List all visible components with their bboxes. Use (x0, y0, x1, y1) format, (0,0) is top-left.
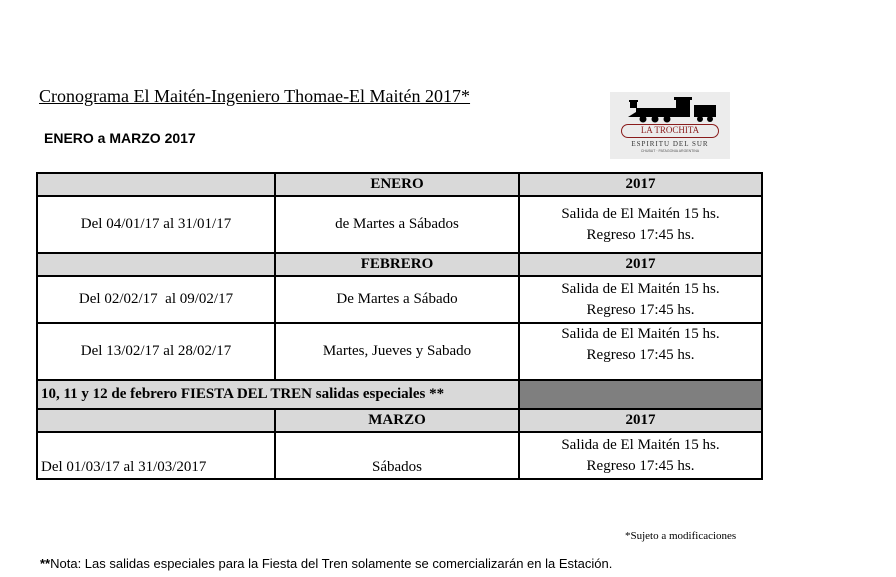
month-year: 2017 (519, 173, 762, 196)
month-name: MARZO (275, 409, 519, 432)
times (519, 432, 762, 479)
disclaimer: *Sujeto a modificaciones (625, 530, 737, 542)
return-time: Regreso 17:45 hs. (586, 347, 695, 363)
date-range: Del 02/02/17 al 09/02/17 (37, 276, 275, 323)
note-shade-cell (519, 380, 762, 409)
header-spacer (37, 409, 275, 432)
date-range: Del 01/03/17 al 31/03/2017 (37, 432, 275, 479)
special-note-row (37, 380, 762, 409)
table-row (37, 196, 762, 253)
month-name: FEBRERO (275, 253, 519, 276)
month-header-febrero (37, 253, 762, 276)
departure-time: Salida de El Maitén 15 hs. (561, 436, 720, 453)
return-time: Regreso 17:45 hs. (586, 301, 695, 318)
month-header-enero (37, 173, 762, 196)
logo-name: LA TROCHITA (621, 124, 719, 138)
date-range: Del 04/01/17 al 31/01/17 (37, 196, 275, 253)
days: De Martes a Sábado (275, 276, 519, 323)
month-header-marzo (37, 409, 762, 432)
departure-time: Salida de El Maitén 15 hs. (561, 205, 720, 222)
times (519, 323, 762, 380)
logo-tagline: ESPIRITU DEL SUR (631, 140, 709, 148)
document-title: Cronograma El Maitén-Ingeniero Thomae-El Maitén 2017* (39, 86, 471, 106)
la-trochita-logo (610, 92, 730, 159)
logo-subline: CHUBUT · PATAGONIA ARGENTINA (640, 149, 700, 153)
footnote-text: Nota: Las salidas especiales para la Fiesta del Tren solamente se comercializarán en la Estación. (50, 556, 613, 571)
days: Martes, Jueves y Sabado (275, 323, 519, 380)
days: Sábados (275, 432, 519, 479)
table-row (37, 432, 762, 479)
date-range: Del 13/02/17 al 28/02/17 (37, 323, 275, 380)
header-spacer (37, 173, 275, 196)
footnote (40, 556, 612, 571)
special-note: 10, 11 y 12 de febrero FIESTA DEL TREN salidas especiales ** (37, 380, 519, 409)
table-row (37, 323, 762, 380)
header-spacer (37, 253, 275, 276)
return-time: Regreso 17:45 hs. (586, 457, 695, 474)
document-subtitle: ENERO a MARZO 2017 (44, 130, 196, 146)
month-name: ENERO (275, 173, 519, 196)
return-time: Regreso 17:45 hs. (586, 226, 695, 243)
schedule-table (36, 172, 763, 480)
footnote-marker: ** (40, 556, 51, 571)
times (519, 196, 762, 253)
departure-time: Salida de El Maitén 15 hs. (561, 280, 720, 297)
times (519, 276, 762, 323)
departure-time: Salida de El Maitén 15 hs. (561, 326, 720, 342)
table-row (37, 276, 762, 323)
month-year: 2017 (519, 409, 762, 432)
days: de Martes a Sábados (275, 196, 519, 253)
month-year: 2017 (519, 253, 762, 276)
